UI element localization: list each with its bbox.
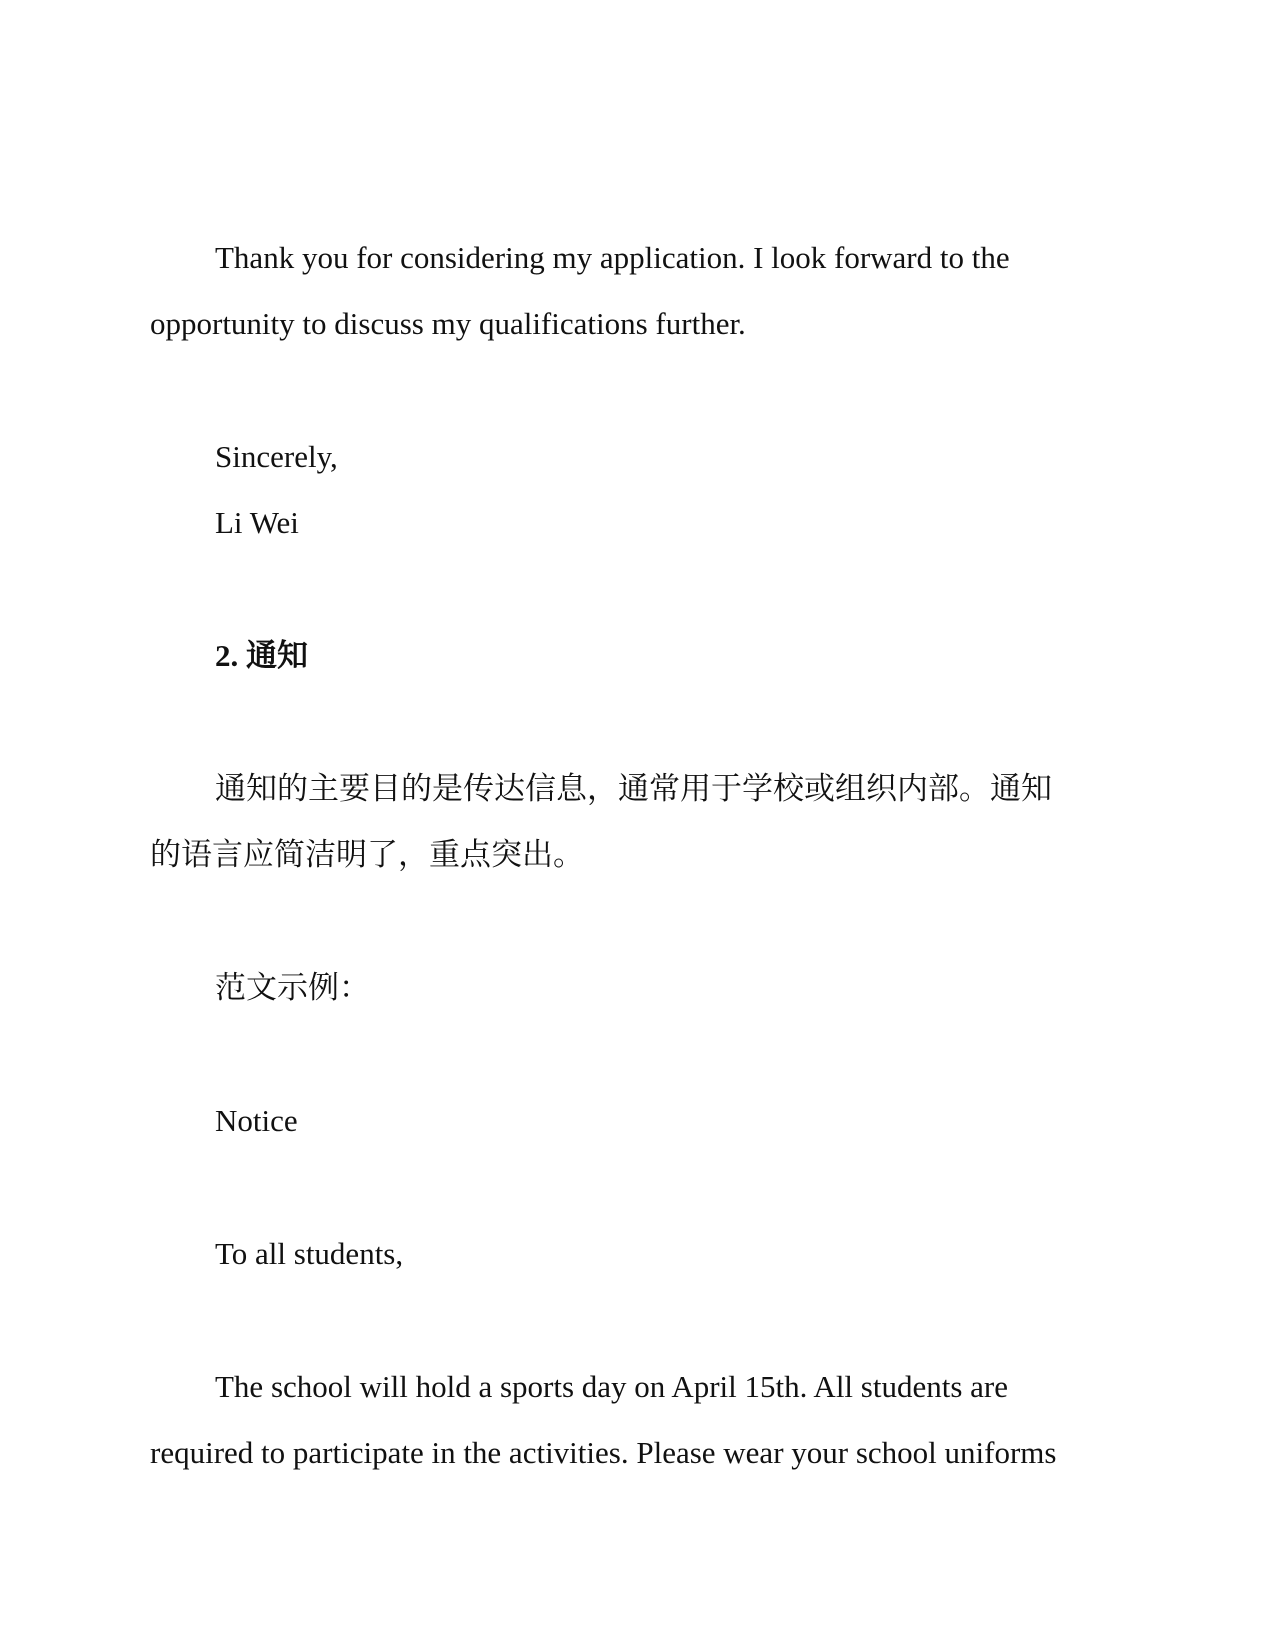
closing-paragraph-line-1: Thank you for considering my application. I look forward to the [215, 240, 1010, 275]
section-heading: 2. 通知 [215, 638, 308, 673]
notice-body-line-1: The school will hold a sports day on April 15th. All students are [215, 1369, 1008, 1404]
section-description-line-2: 的语言应简洁明了，重点突出。 [150, 837, 584, 872]
notice-title: Notice [215, 1103, 298, 1138]
signoff-closing: Sincerely, [215, 439, 338, 474]
section-description-line-1: 通知的主要目的是传达信息，通常用于学校或组织内部。通知 [215, 771, 1052, 806]
example-label: 范文示例： [215, 970, 370, 1005]
notice-body-line-2: required to participate in the activities. Please wear your school uniforms [150, 1435, 1057, 1470]
signoff-name: Li Wei [215, 505, 299, 540]
notice-salutation: To all students, [215, 1236, 404, 1271]
closing-paragraph-line-2: opportunity to discuss my qualifications further. [150, 306, 746, 341]
